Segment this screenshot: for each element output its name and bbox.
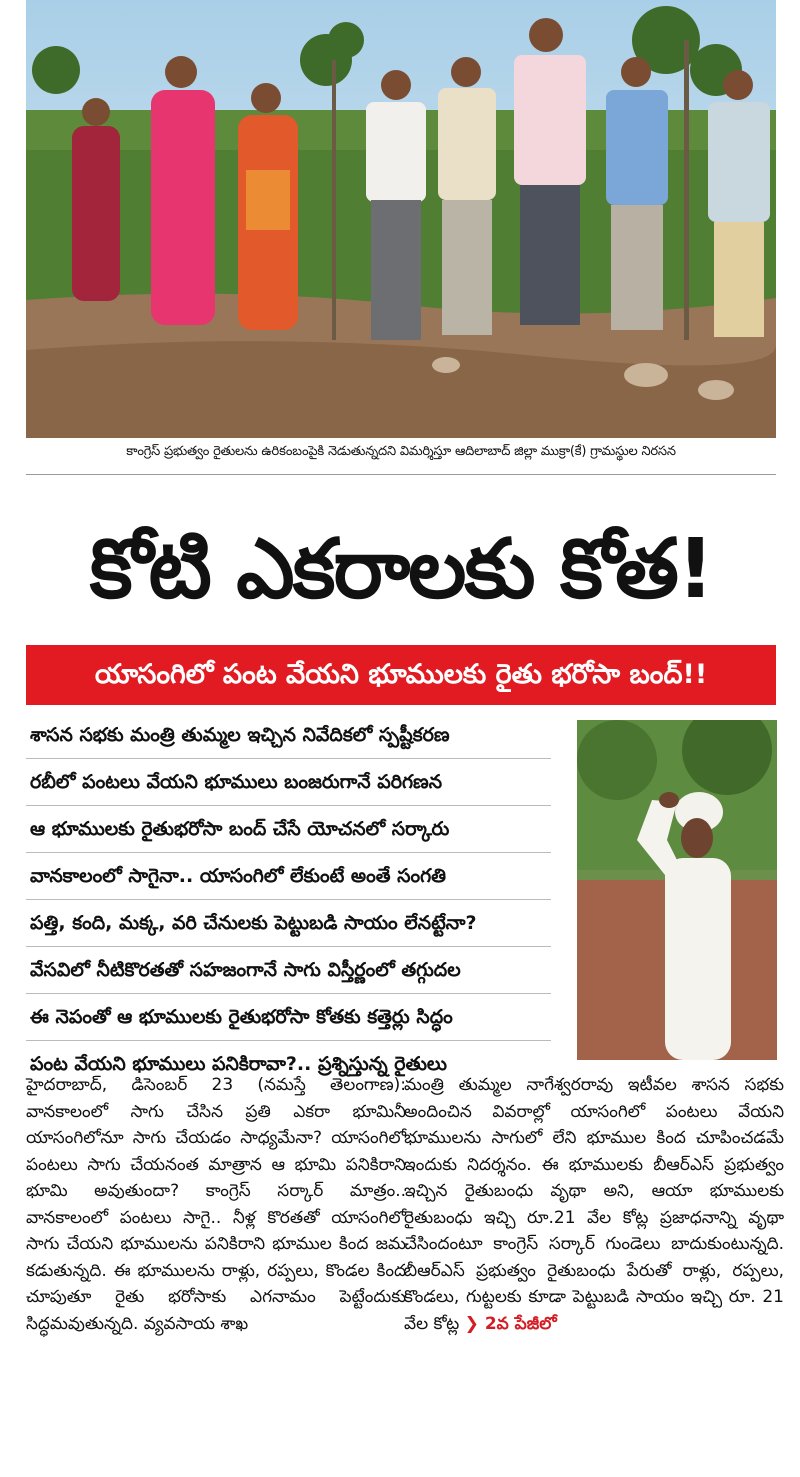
article-column-right (404, 1072, 784, 1337)
highlight-point: పంట వేయని భూములు పనికిరావా?.. ప్రశ్నిస్తున్న రైతులు (30, 1053, 447, 1075)
highlight-point: శాసన సభకు మంత్రి తుమ్మల ఇచ్చిన నివేదికలో స్పష్టీకరణ (26, 712, 551, 759)
subheadline-banner: యాసంగిలో పంట వేయని భూములకు రైతు భరోసా బంద్!! (26, 645, 776, 705)
highlight-point: ఆ భూములకు రైతుభరోసా బంద్ చేసే యోచనలో సర్కారు (26, 806, 551, 853)
photo-caption: కాంగ్రెస్ ప్రభుత్వం రైతులను ఉరికంబంపైకి నెడుతున్నదని విమర్శిస్తూ ఆదిలాబాద్ జిల్లా ముక్రా(కే) గ్రామస్థుల నిరసన (126, 444, 676, 459)
highlight-point: వేసవిలో నీటికొరతతో సహజంగానే సాగు విస్తీర్ణంలో తగ్గుదల (26, 947, 551, 994)
article-column-right-text: మంత్రి తుమ్మల నాగేశ్వరరావు ఇటీవల శాసన సభకు అందించిన వివరాల్లో యాసంగిలో పంటలు వేయని భూములను సాగులో లేని భూముల కింద చూపించడమే ఇందుకు నిదర్శనం. ఈ భూములకు బీఆర్ఎస్ ప్రభుత్వం ఇచ్చిన రైతుబంధు వృథా అని, ఆయా భూములకు రైతుబంధు ఇచ్చి రూ.21 వేల కోట్ల ప్రజాధనాన్ని వృథా చేసిందంటూ కాంగ్రెస్ సర్కార్ గుండెలు బాదుకుంటున్నది. బీఆర్ఎస్ ప్రభుత్వం రైతుబంధు పేరుతో రాళ్లు, రప్పలు, కొండలు, గుట్టలకు కూడా పెట్టుబడి సాయం ఇచ్చి రూ. 21 వేల కోట్ల (404, 1075, 784, 1334)
chevron-right-icon: ❯ (464, 1313, 479, 1334)
highlight-point: వానకాలంలో సాగైనా.. యాసంగిలో లేకుంటే అంతే సంగతి (26, 853, 551, 900)
caption-divider (26, 474, 776, 475)
continued-link[interactable] (465, 1314, 557, 1334)
highlight-point: రబీలో పంటలు వేయని భూములు బంజరుగానే పరిగణన (26, 759, 551, 806)
highlight-points (26, 712, 551, 1087)
continued-label: 2వ పేజీలో (484, 1313, 557, 1334)
headline: కోటి ఎకరాలకు కోత! (89, 522, 713, 617)
highlight-point: పత్తి, కంది, మక్క, వరి చేనులకు పెట్టుబడి సాయం లేనట్టేనా? (26, 900, 551, 947)
farmer-photo (577, 720, 777, 1060)
protest-photo (26, 0, 776, 438)
article-column-left: హైదరాబాద్, డిసెంబర్ 23 (నమస్తే తెలంగాణ): వానకాలంలో సాగు చేసిన ప్రతి ఎకరా భూమినీ యాసంగిలోనూ సాగు చేయడం సాధ్యమేనా? యాసంగిలో పంటలు సాగు చేయనంత మాత్రాన ఆ భూమి పనికిరాని భూమి అవుతుందా? కాంగ్రెస్ సర్కార్ మాత్రం.. వానకాలంలో పంటలు సాగై.. నీళ్ల కొరతతో యాసంగిలో సాగు చేయని భూములను పనికిరాని భూముల కింద జమ కడుతున్నది. ఈ భూములను రాళ్లు, రప్పలు, కొండల కింద చూపుతూ రైతు భరోసాకు ఎగనామం పెట్టేందుకు సిద్ధమవుతున్నది. వ్యవసాయ శాఖ (26, 1075, 406, 1334)
highlight-point: ఈ నెపంతో ఆ భూములకు రైతుభరోసా కోతకు కత్తెర్లు సిద్ధం (26, 994, 551, 1041)
